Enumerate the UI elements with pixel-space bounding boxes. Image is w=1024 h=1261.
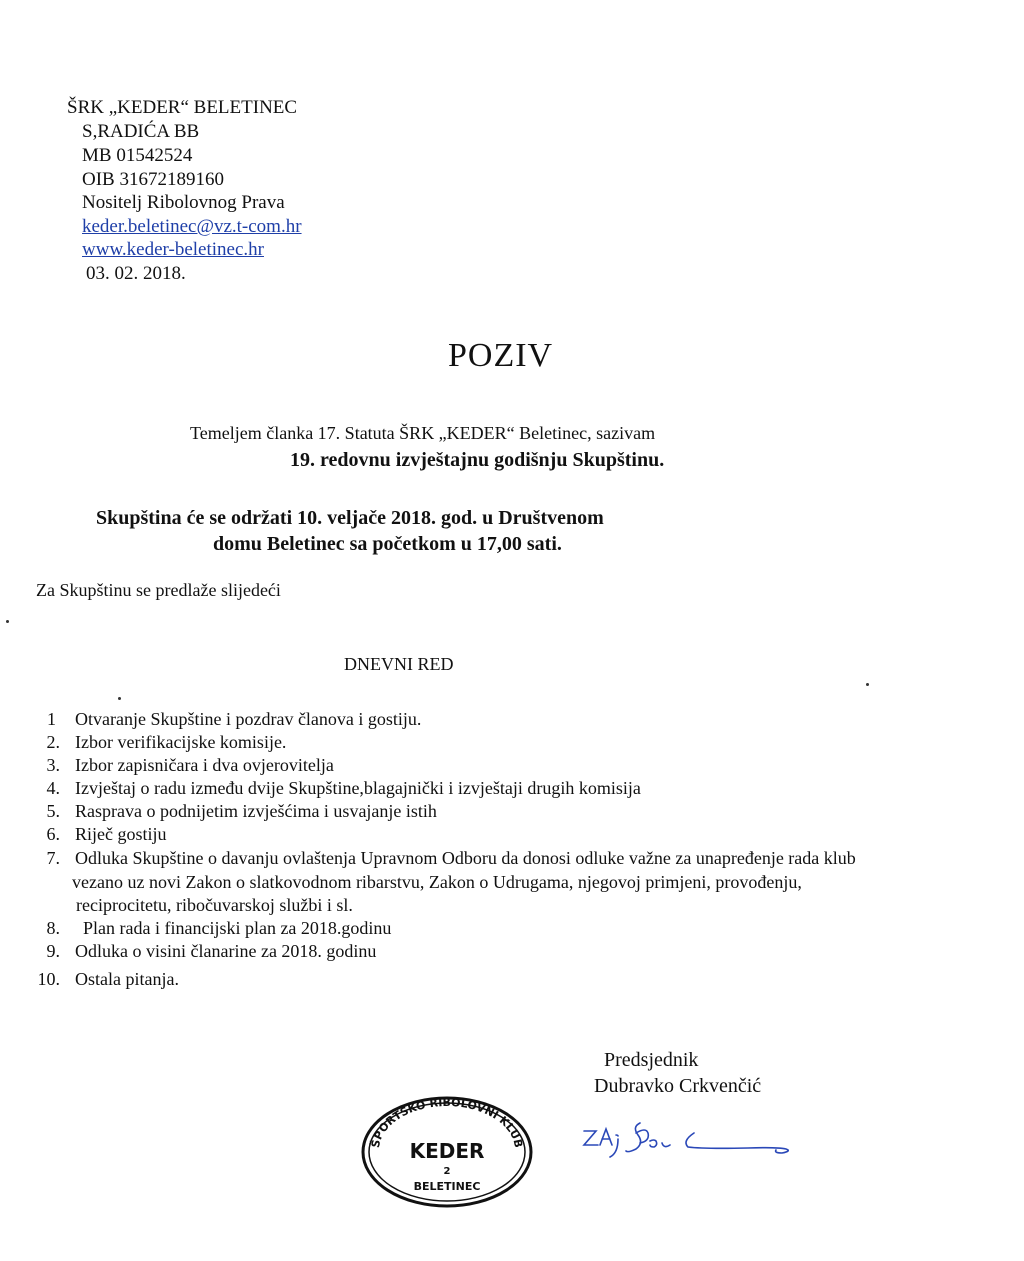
item-number: 3. [46,755,60,775]
item-number: 5. [46,801,60,821]
item-text: Ostala pitanja. [75,969,179,989]
item-text: Izbor verifikacijske komisije. [75,732,287,752]
item-text-continued: vezano uz novi Zakon o slatkovodnom ribarstvu, Zakon o Udrugama, njegovoj primjeni, provođenju, [72,872,802,892]
org-oib: OIB 31672189160 [82,169,224,190]
item-number: 7. [46,848,60,868]
item-number: 8. [46,918,60,938]
agenda-heading: DNEVNI RED [344,654,454,674]
stamp-number: 2 [443,1166,451,1177]
org-mb: MB 01542524 [82,145,193,166]
intro-line-2: 19. redovnu izvještajnu godišnju Skupštinu. [290,449,665,471]
scan-speck [866,683,869,686]
item-text: Otvaranje Skupštine i pozdrav članova i gostiju. [75,709,422,729]
document-title: POZIV [448,337,554,374]
stamp-arc-text: ŠPORTSKO RIBOLOVNI KLUB [368,1095,526,1149]
email-link[interactable]: keder.beletinec@vz.t-com.hr [82,216,302,237]
item-text: Odluka o visini članarine za 2018. godinu [75,941,377,961]
org-name: ŠRK „KEDER“ BELETINEC [67,97,298,118]
item-number: 4. [46,778,60,798]
item-number: 9. [46,941,60,961]
item-number: 1 [47,709,56,729]
proposal-text: Za Skupštinu se predlaže slijedeći [36,580,281,600]
item-text: Odluka Skupštine o davanju ovlaštenja Upravnom Odboru da donosi odluke važne za unapređenje rada klub [75,848,856,868]
org-role: Nositelj Ribolovnog Prava [82,192,285,213]
stamp-town: BELETINEC [413,1180,481,1193]
scan-speck [6,620,9,623]
signatory-name: Dubravko Crkvenčić [594,1075,762,1097]
item-text: Rasprava o podnijetim izvješćima i usvajanje istih [75,801,437,821]
scan-speck [118,697,121,700]
club-stamp [357,1090,537,1210]
org-address: S,RADIĆA BB [82,121,200,142]
intro-line-1: Temeljem članka 17. Statuta ŠRK „KEDER“ Beletinec, sazivam [190,423,656,443]
item-number: 2. [46,732,60,752]
item-number: 10. [37,969,60,989]
stamp-name: KEDER [409,1139,485,1163]
item-number: 6. [46,824,60,844]
document-date: 03. 02. 2018. [86,263,186,284]
meeting-line-2: domu Beletinec sa početkom u 17,00 sati. [213,533,562,555]
item-text-continued: reciprocitetu, ribočuvarskoj službi i sl. [76,895,353,915]
item-text: Izbor zapisničara i dva ovjerovitelja [75,755,334,775]
item-text: Izvještaj o radu između dvije Skupštine,blagajnički i izvještaji drugih komisija [75,778,641,798]
website-link[interactable]: www.keder-beletinec.hr [82,239,264,260]
item-text: Riječ gostiju [75,824,167,844]
signatory-title: Predsjednik [604,1049,699,1071]
meeting-line-1: Skupština će se održati 10. veljače 2018. god. u Društvenom [96,507,604,529]
handwritten-signature [570,1105,820,1175]
item-text: Plan rada i financijski plan za 2018.godinu [83,918,392,938]
